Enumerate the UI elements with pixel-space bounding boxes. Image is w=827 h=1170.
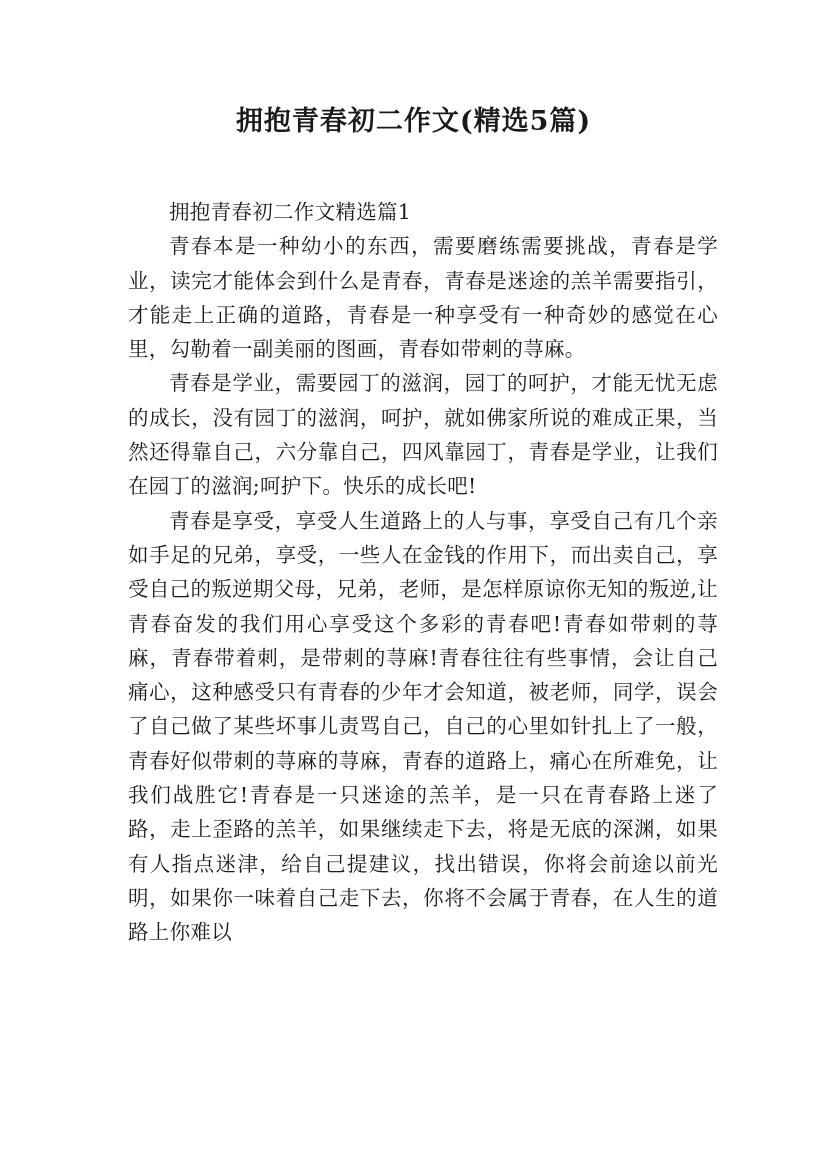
paragraph-1: 青春本是一种幼小的东西，需要磨练需要挑战，青春是学业，读完才能体会到什么是青春，青春是迷途的羔羊需要指引，才能走上正确的道路，青春是一种享受有一种奇妙的感觉在心里，勾勒着一副美丽的图画，青春如带刺的荨麻。 (128, 234, 718, 362)
paragraph-2: 青春是学业，需要园丁的滋润，园丁的呵护，才能无忧无虑的成长，没有园丁的滋润，呵护，就如佛家所说的难成正果，当然还得靠自己，六分靠自己，四风靠园丁，青春是学业，让我们在园丁的滋润;呵护下。快乐的成长吧! (128, 371, 718, 499)
document-body (128, 195, 718, 950)
paragraph-3: 青春是享受，享受人生道路上的人与事，享受自己有几个亲如手足的兄弟，享受，一些人在金钱的作用下，而出卖自己，享受自己的叛逆期父母，兄弟，老师，是怎样原谅你无知的叛逆,让青春奋发的我们用心享受这个多彩的青春吧!青春如带刺的荨麻，青春带着刺，是带刺的荨麻!青春往往有些事情，会让自己痛心，这种感受只有青春的少年才会知道，被老师，同学，误会了自己做了某些坏事儿责骂自己，自己的心里如针扎上了一般，青春好似带刺的荨麻的荨麻，青春的道路上，痛心在所难免，让我们战胜它!青春是一只迷途的羔羊，是一只在青春路上迷了路，走上歪路的羔羊，如果继续走下去，将是无底的深渊，如果有人指点迷津，给自己提建议，找出错误，你将会前途以前光明，如果你一味着自己走下去，你将不会属于青春，在人生的道路上你难以 (128, 508, 718, 945)
section-heading: 拥抱青春初二作文精选篇1 (169, 200, 412, 224)
document-title: 拥抱青春初二作文(精选5篇) (235, 106, 592, 137)
